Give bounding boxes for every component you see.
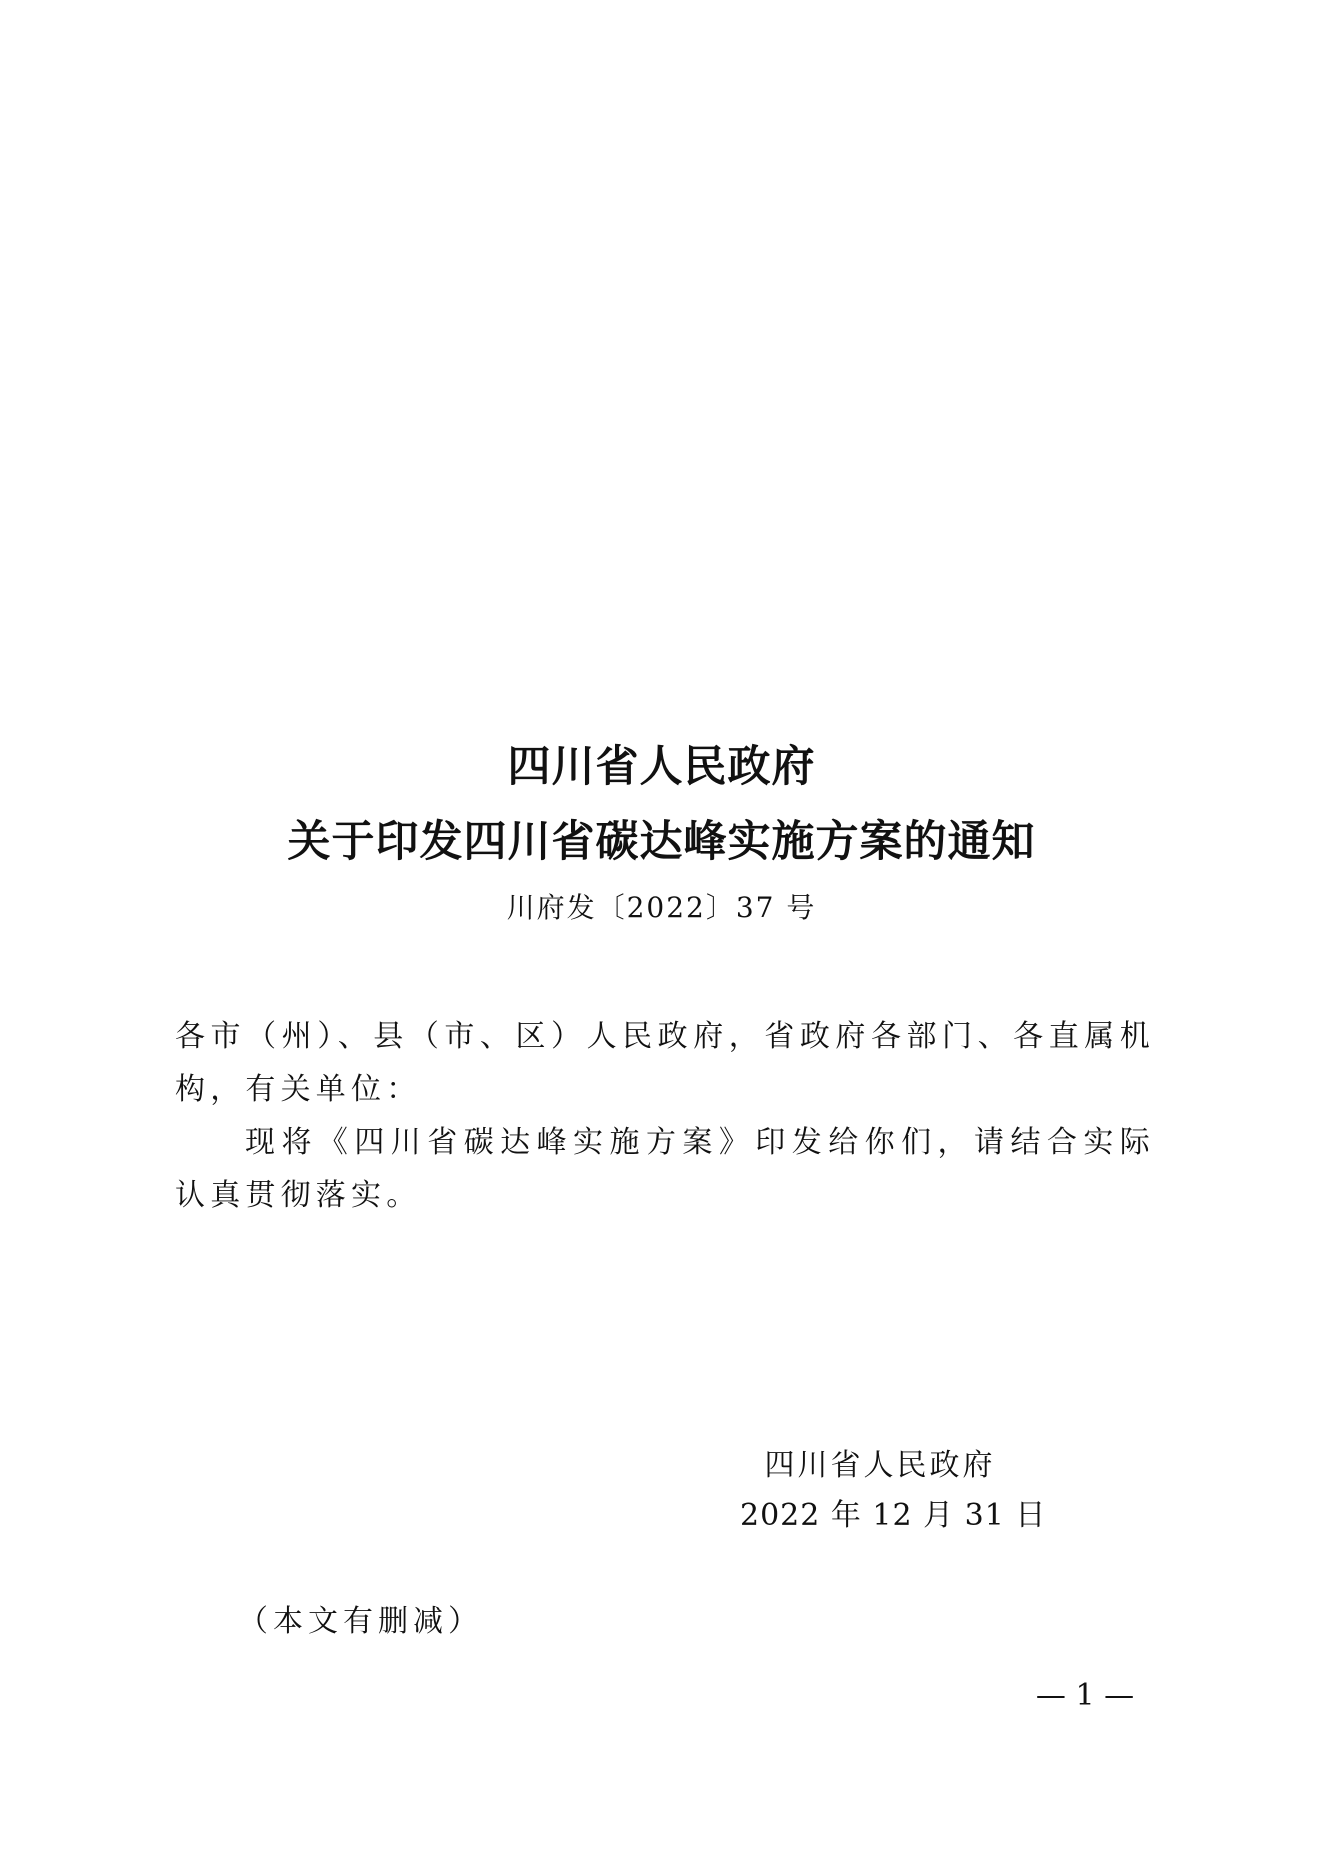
abridgement-note: （本文有删减）: [238, 1604, 483, 1639]
salutation: 各市（州）、县（市、区）人民政府，省政府各部门、各直属机构，有关单位：: [175, 1019, 1155, 1107]
document-body: [175, 1010, 1155, 1222]
document-title-issuer: 四川省人民政府: [507, 742, 816, 792]
page-number: — 1 —: [1035, 1678, 1135, 1713]
signature-organization: 四川省人民政府: [764, 1448, 996, 1483]
document-title-subject: 关于印发四川省碳达峰实施方案的通知: [287, 817, 1036, 867]
body-paragraph: 现将《四川省碳达峰实施方案》印发给你们，请结合实际认真贯彻落实。: [175, 1125, 1155, 1213]
signature-date: 2022 年 12 月 31 日: [740, 1498, 1047, 1533]
document-number: 川府发〔2022〕37 号: [506, 891, 817, 924]
